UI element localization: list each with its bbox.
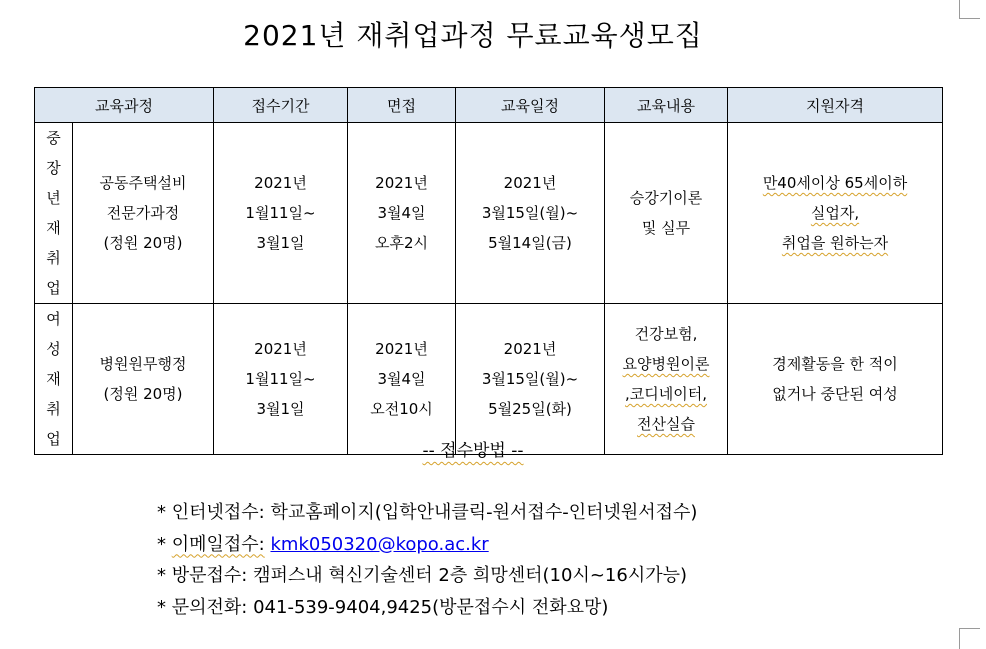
page-title: 2021년 재취업과정 무료교육생모집 — [243, 19, 703, 52]
interview-line: 2021년 — [375, 174, 428, 192]
bullet-mark: * — [157, 596, 166, 618]
header-qualification: 지원자격 — [728, 88, 943, 123]
header-schedule: 교육일정 — [456, 88, 605, 123]
label-char: 재 — [46, 370, 61, 388]
label-char: 업 — [46, 430, 61, 448]
interview-line: 오전10시 — [370, 400, 433, 418]
content-cell — [605, 123, 728, 304]
content-line: 건강보험, — [634, 325, 698, 343]
schedule-line: 5월25일(화) — [488, 400, 572, 418]
qualification-cell — [728, 123, 943, 304]
content-line: ,코디네이터, — [625, 385, 707, 403]
label-char: 업 — [46, 279, 61, 297]
header-interview: 면접 — [348, 88, 456, 123]
method-value: 학교홈페이지(입학안내클릭-원서접수-인터넷원서접수) — [270, 502, 698, 523]
table-row — [35, 304, 943, 455]
schedule-line: 5월14일(금) — [488, 234, 572, 252]
schedule-line: 3월15일(월)~ — [481, 370, 579, 388]
label-char: 성 — [46, 340, 61, 358]
method-item-visit — [157, 560, 697, 592]
header-course: 교육과정 — [35, 88, 214, 123]
course-line: 공동주택설비 — [99, 174, 187, 192]
header-application: 접수기간 — [214, 88, 348, 123]
interview-line: 3월4일 — [377, 204, 426, 222]
interview-cell — [348, 123, 456, 304]
method-value: 041-539-9404,9425(방문접수시 전화요망) — [253, 596, 609, 618]
method-item-phone — [157, 592, 697, 624]
bullet-mark: * — [157, 533, 166, 555]
label-char: 취 — [46, 249, 61, 267]
course-line: (정원 20명) — [103, 385, 183, 403]
schedule-line: 2021년 — [503, 174, 557, 192]
application-line: 1월11일~ — [245, 370, 316, 388]
method-section-title — [0, 436, 946, 461]
method-value: 캠퍼스내 혁신기술센터 2층 희망센터(10시~16시가능) — [253, 565, 688, 586]
application-line: 3월1일 — [256, 400, 305, 418]
course-line: (정원 20명) — [103, 234, 183, 252]
method-label: 이메일접수: — [171, 533, 265, 555]
content-cell — [605, 304, 728, 455]
schedule-line: 2021년 — [503, 340, 557, 358]
schedule-cell — [456, 304, 605, 455]
qualification-line: 경제활동을 한 적이 — [772, 355, 898, 373]
qualification-line: 취업을 원하는자 — [781, 234, 889, 252]
schedule-cell — [456, 123, 605, 304]
application-line: 3월1일 — [256, 234, 305, 252]
schedule-line: 3월15일(월)~ — [481, 204, 579, 222]
label-char: 재 — [46, 219, 61, 237]
application-line: 2021년 — [254, 174, 307, 192]
bullet-mark: * — [157, 565, 166, 586]
page-corner-mark — [959, 628, 980, 649]
application-line: 1월11일~ — [245, 204, 316, 222]
interview-line: 2021년 — [375, 340, 428, 358]
program-label — [35, 304, 73, 455]
qualification-line: 실업자, — [810, 204, 860, 222]
label-char: 중 — [46, 129, 61, 147]
application-line: 2021년 — [254, 340, 307, 358]
content-line: 및 실무 — [641, 219, 691, 237]
label-char: 년 — [46, 189, 61, 207]
table-header-row — [35, 88, 943, 123]
course-line: 병원원무행정 — [99, 355, 187, 373]
course-table — [34, 87, 943, 455]
content-line: 승강기이론 — [629, 189, 703, 207]
interview-line: 오후2시 — [374, 234, 428, 252]
application-cell — [214, 304, 348, 455]
qualification-line: 없거나 중단된 여성 — [772, 385, 898, 403]
method-label: 문의전화: — [171, 596, 248, 618]
method-title-text: -- 접수방법 -- — [422, 441, 524, 461]
email-link[interactable]: kmk050320@kopo.ac.kr — [270, 533, 489, 555]
interview-cell — [348, 304, 456, 455]
course-line: 전문가과정 — [106, 204, 180, 222]
header-content: 교육내용 — [605, 88, 728, 123]
course-cell — [73, 304, 214, 455]
interview-line: 3월4일 — [377, 370, 426, 388]
content-line: 요양병원이론 — [622, 355, 710, 373]
method-label: 방문접수: — [171, 565, 248, 586]
method-item-email — [157, 529, 697, 561]
table-row — [35, 123, 943, 304]
qualification-cell — [728, 304, 943, 455]
course-cell — [73, 123, 214, 304]
label-char: 장 — [46, 159, 61, 177]
page-corner-mark — [959, 0, 980, 19]
content-line: 전산실습 — [637, 415, 695, 433]
qualification-line: 만40세이상 65세이하 — [762, 174, 908, 192]
label-char: 여 — [46, 310, 61, 328]
label-char: 취 — [46, 400, 61, 418]
application-cell — [214, 123, 348, 304]
method-item-internet — [157, 497, 697, 529]
method-label: 인터넷접수: — [171, 502, 265, 523]
program-label — [35, 123, 73, 304]
bullet-mark: * — [157, 502, 166, 523]
method-list — [157, 497, 697, 623]
